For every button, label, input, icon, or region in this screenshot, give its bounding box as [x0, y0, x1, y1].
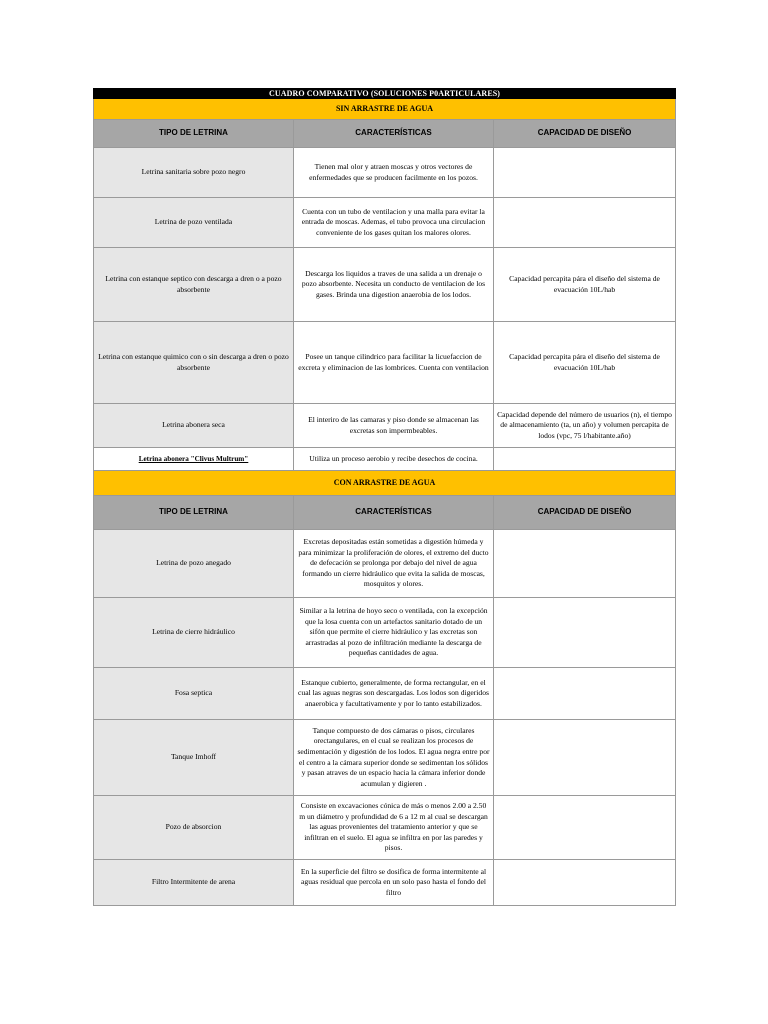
- cell-caracteristicas: Tienen mal olor y atraen moscas y otros vectores de enfermedades que se producen facilmente en los pozos.: [294, 148, 494, 198]
- section-heading-row: [94, 471, 676, 496]
- column-header-caracteristicas: CARACTERÍSTICAS: [294, 120, 494, 148]
- cell-tipo: Fosa septica: [94, 668, 294, 720]
- table-row: [94, 248, 676, 322]
- table-row: [94, 448, 676, 471]
- cell-tipo: Letrina de pozo ventilada: [94, 198, 294, 248]
- comparison-sheet: [93, 88, 675, 906]
- cell-capacidad: [494, 148, 676, 198]
- table-row: [94, 322, 676, 404]
- table-row: [94, 404, 676, 448]
- cell-tipo: Tanque Imhoff: [94, 720, 294, 796]
- cell-tipo: Letrina de cierre hidráulico: [94, 598, 294, 668]
- cell-tipo: Letrina con estanque septico con descarga a dren o a pozo absorbente: [94, 248, 294, 322]
- section-heading-sin-arrastre: SIN ARRASTRE DE AGUA: [94, 99, 676, 120]
- table-row: [94, 598, 676, 668]
- cell-capacidad: Capacidad depende del número de usuarios (n), el tiempo de almacenamiento (ta, un año) y volumen percapita de lodos (vpc, 75 l/habitante.año): [494, 404, 676, 448]
- cell-caracteristicas: Descarga los liquidos a traves de una salida a un drenaje o pozo absorbente. Necesita un conducto de ventilacion de los gases. Brinda una digestion anaerobia de los lodos.: [294, 248, 494, 322]
- column-header-caracteristicas: CARACTERÍSTICAS: [294, 496, 494, 530]
- cell-capacidad: [494, 448, 676, 471]
- cell-capacidad: Capacidad percapita pára el diseño del sistema de evacuación 10L/hab: [494, 322, 676, 404]
- table-row: [94, 796, 676, 860]
- column-header-tipo: TIPO DE LETRINA: [94, 120, 294, 148]
- cell-tipo: Pozo de absorcion: [94, 796, 294, 860]
- table-row: [94, 198, 676, 248]
- cell-tipo: Letrina abonera seca: [94, 404, 294, 448]
- cell-caracteristicas: Utiliza un proceso aerobio y recibe desechos de cocina.: [294, 448, 494, 471]
- cell-capacidad: [494, 720, 676, 796]
- table-row: [94, 860, 676, 906]
- cell-capacidad: [494, 598, 676, 668]
- cell-caracteristicas: El interiro de las camaras y piso donde se almacenan las excretas son impermbeables.: [294, 404, 494, 448]
- column-header-tipo: TIPO DE LETRINA: [94, 496, 294, 530]
- table-row: [94, 148, 676, 198]
- cell-tipo: Letrina sanitaria sobre pozo negro: [94, 148, 294, 198]
- section-heading-row: [94, 99, 676, 120]
- cell-capacidad: [494, 530, 676, 598]
- table-row: [94, 668, 676, 720]
- cell-capacidad: [494, 668, 676, 720]
- cell-capacidad: [494, 796, 676, 860]
- table-row: [94, 720, 676, 796]
- cell-caracteristicas: Estanque cubierto, generalmente, de forma rectangular, en el cual las aguas negras son descargadas. Los lodos son digeridos anaerobica y facultativamente y por lo tanto estabilizados.: [294, 668, 494, 720]
- table-title-row: [94, 89, 676, 99]
- comparison-table: [93, 88, 676, 906]
- cell-caracteristicas: Excretas depositadas están sometidas a digestión húmeda y para minimizar la proliferación de olores, el extremo del ducto de defecación se prolonga por debajo del nivel de agua formando un cierre hidráulico que evita la salida de moscas, mosquitos y olores.: [294, 530, 494, 598]
- cell-caracteristicas: Cuenta con un tubo de ventilacion y una malla para evitar la entrada de moscas. Ademas, el tubo provoca una circulacion conveniente de los gases quitan los malores olores.: [294, 198, 494, 248]
- column-header-capacidad: CAPACIDAD DE DISEÑO: [494, 120, 676, 148]
- cell-tipo: Letrina abonera "Clivus Multrum": [94, 448, 294, 471]
- cell-caracteristicas: Posee un tanque cilindrico para facilitar la licuefaccion de excreta y eliminacion de las lombrices. Cuenta con ventilacion: [294, 322, 494, 404]
- column-header-row: [94, 120, 676, 148]
- table-title: CUADRO COMPARATIVO (SOLUCIONES P0ARTICULARES): [94, 89, 676, 99]
- cell-caracteristicas: En la superficie del filtro se dosifica de forma intermitente al aguas residual que percola en un solo paso hasta el fondo del filtro: [294, 860, 494, 906]
- section-heading-con-arrastre: CON ARRASTRE DE AGUA: [94, 471, 676, 496]
- cell-tipo: Letrina de pozo anegado: [94, 530, 294, 598]
- column-header-capacidad: CAPACIDAD DE DISEÑO: [494, 496, 676, 530]
- table-row: [94, 530, 676, 598]
- column-header-row: [94, 496, 676, 530]
- cell-tipo: Letrina con estanque quimico con o sin descarga a dren o pozo absorbente: [94, 322, 294, 404]
- cell-capacidad: [494, 198, 676, 248]
- cell-caracteristicas: Tanque compuesto de dos cámaras o pisos, circulares orectangulares, en el cual se realizan los procesos de sedimentación y digestión de los lodos. El agua negra entre por el centro a la cámara superior donde se sedimentan los sólidos y pasan atraves de un espacio hacia la cámara inferior donde acumulan y digieren .: [294, 720, 494, 796]
- cell-caracteristicas: Similar a la letrina de hoyo seco o ventilada, con la excepción que la losa cuenta con un artefactos sanitario dotado de un sifón que permite el cierre hidráulico y las excretas son arrastradas al pozo de infiltración mediante la descarga de pequeñas cantidades de agua.: [294, 598, 494, 668]
- cell-capacidad: [494, 860, 676, 906]
- cell-capacidad: Capacidad percapita pára el diseño del sistema de evacuación 10L/hab: [494, 248, 676, 322]
- cell-caracteristicas: Consiste en excavaciones cónica de más o menos 2.00 a 2.50 m un diámetro y profundidad de 6 a 12 m al cual se descargan las aguas provenientes del tratamiento anterior y que se infiltran en el suelo. El agua se infiltra en por las paredes y pisos.: [294, 796, 494, 860]
- cell-tipo: Filtro Intermitente de arena: [94, 860, 294, 906]
